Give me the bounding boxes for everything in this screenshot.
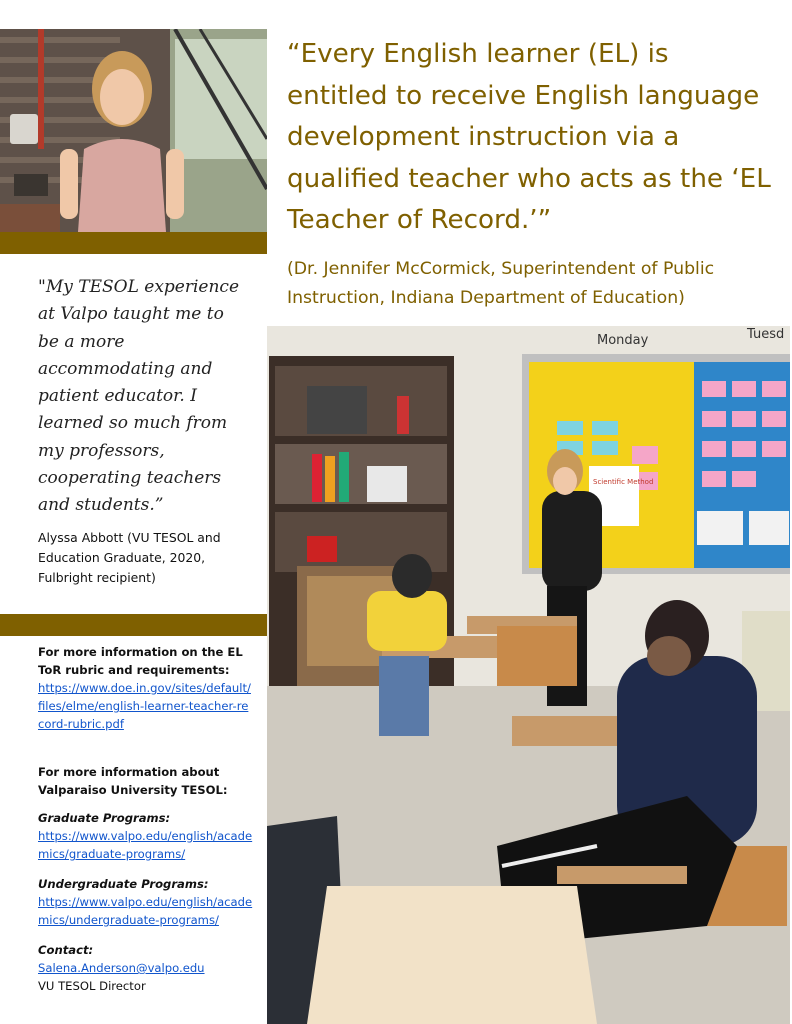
testimonial-quote: "My TESOL experience at Valpo taught me to be a more accommodating and patient educator. I learned so much from my professors, cooperating teachers and students.” (38, 277, 240, 516)
contact-label: Contact: (38, 943, 94, 957)
valpo-heading: For more information about Valparaiso University TESOL: (38, 765, 228, 797)
testimonial-attribution: Alyssa Abbott (VU TESOL and Education Graduate, 2020, Fulbright recipient) (38, 529, 221, 585)
portrait-illustration (0, 29, 267, 232)
graduate-portrait-photo (0, 29, 267, 232)
info-section (38, 643, 253, 995)
contact-title: VU TESOL Director (38, 979, 146, 993)
contact-email[interactable]: Salena.Anderson@valpo.edu (38, 961, 205, 975)
rubric-link[interactable]: https://www.doe.in.gov/sites/default/files/elme/english-learner-teacher-record-rubric.pdf (38, 681, 251, 731)
board-label-monday: Monday (597, 333, 649, 348)
rubric-heading: For more information on the EL ToR rubric and requirements: (38, 645, 243, 677)
board-label-tuesday: Tuesd (747, 327, 785, 342)
accent-bar-top (0, 232, 267, 254)
undergraduate-link[interactable]: https://www.valpo.edu/english/academics/undergraduate-programs/ (38, 895, 253, 927)
graduate-link[interactable]: https://www.valpo.edu/english/academics/graduate-programs/ (38, 829, 253, 861)
poster-title: Scientific Method (593, 478, 654, 486)
graduate-label: Graduate Programs: (38, 811, 171, 825)
feature-quote: “Every English learner (EL) is entitled to receive English language development instruction via a qualified teacher who acts as the ‘EL Teacher of Record.’” (287, 39, 771, 236)
accent-bar-middle (0, 614, 267, 636)
classroom-illustration (267, 326, 790, 1024)
testimonial (38, 274, 248, 588)
feature-quote-citation: (Dr. Jennifer McCormick, Superintendent of Public Instruction, Indiana Department of Education) (287, 259, 715, 308)
classroom-photo (267, 326, 790, 1024)
undergraduate-label: Undergraduate Programs: (38, 877, 209, 891)
